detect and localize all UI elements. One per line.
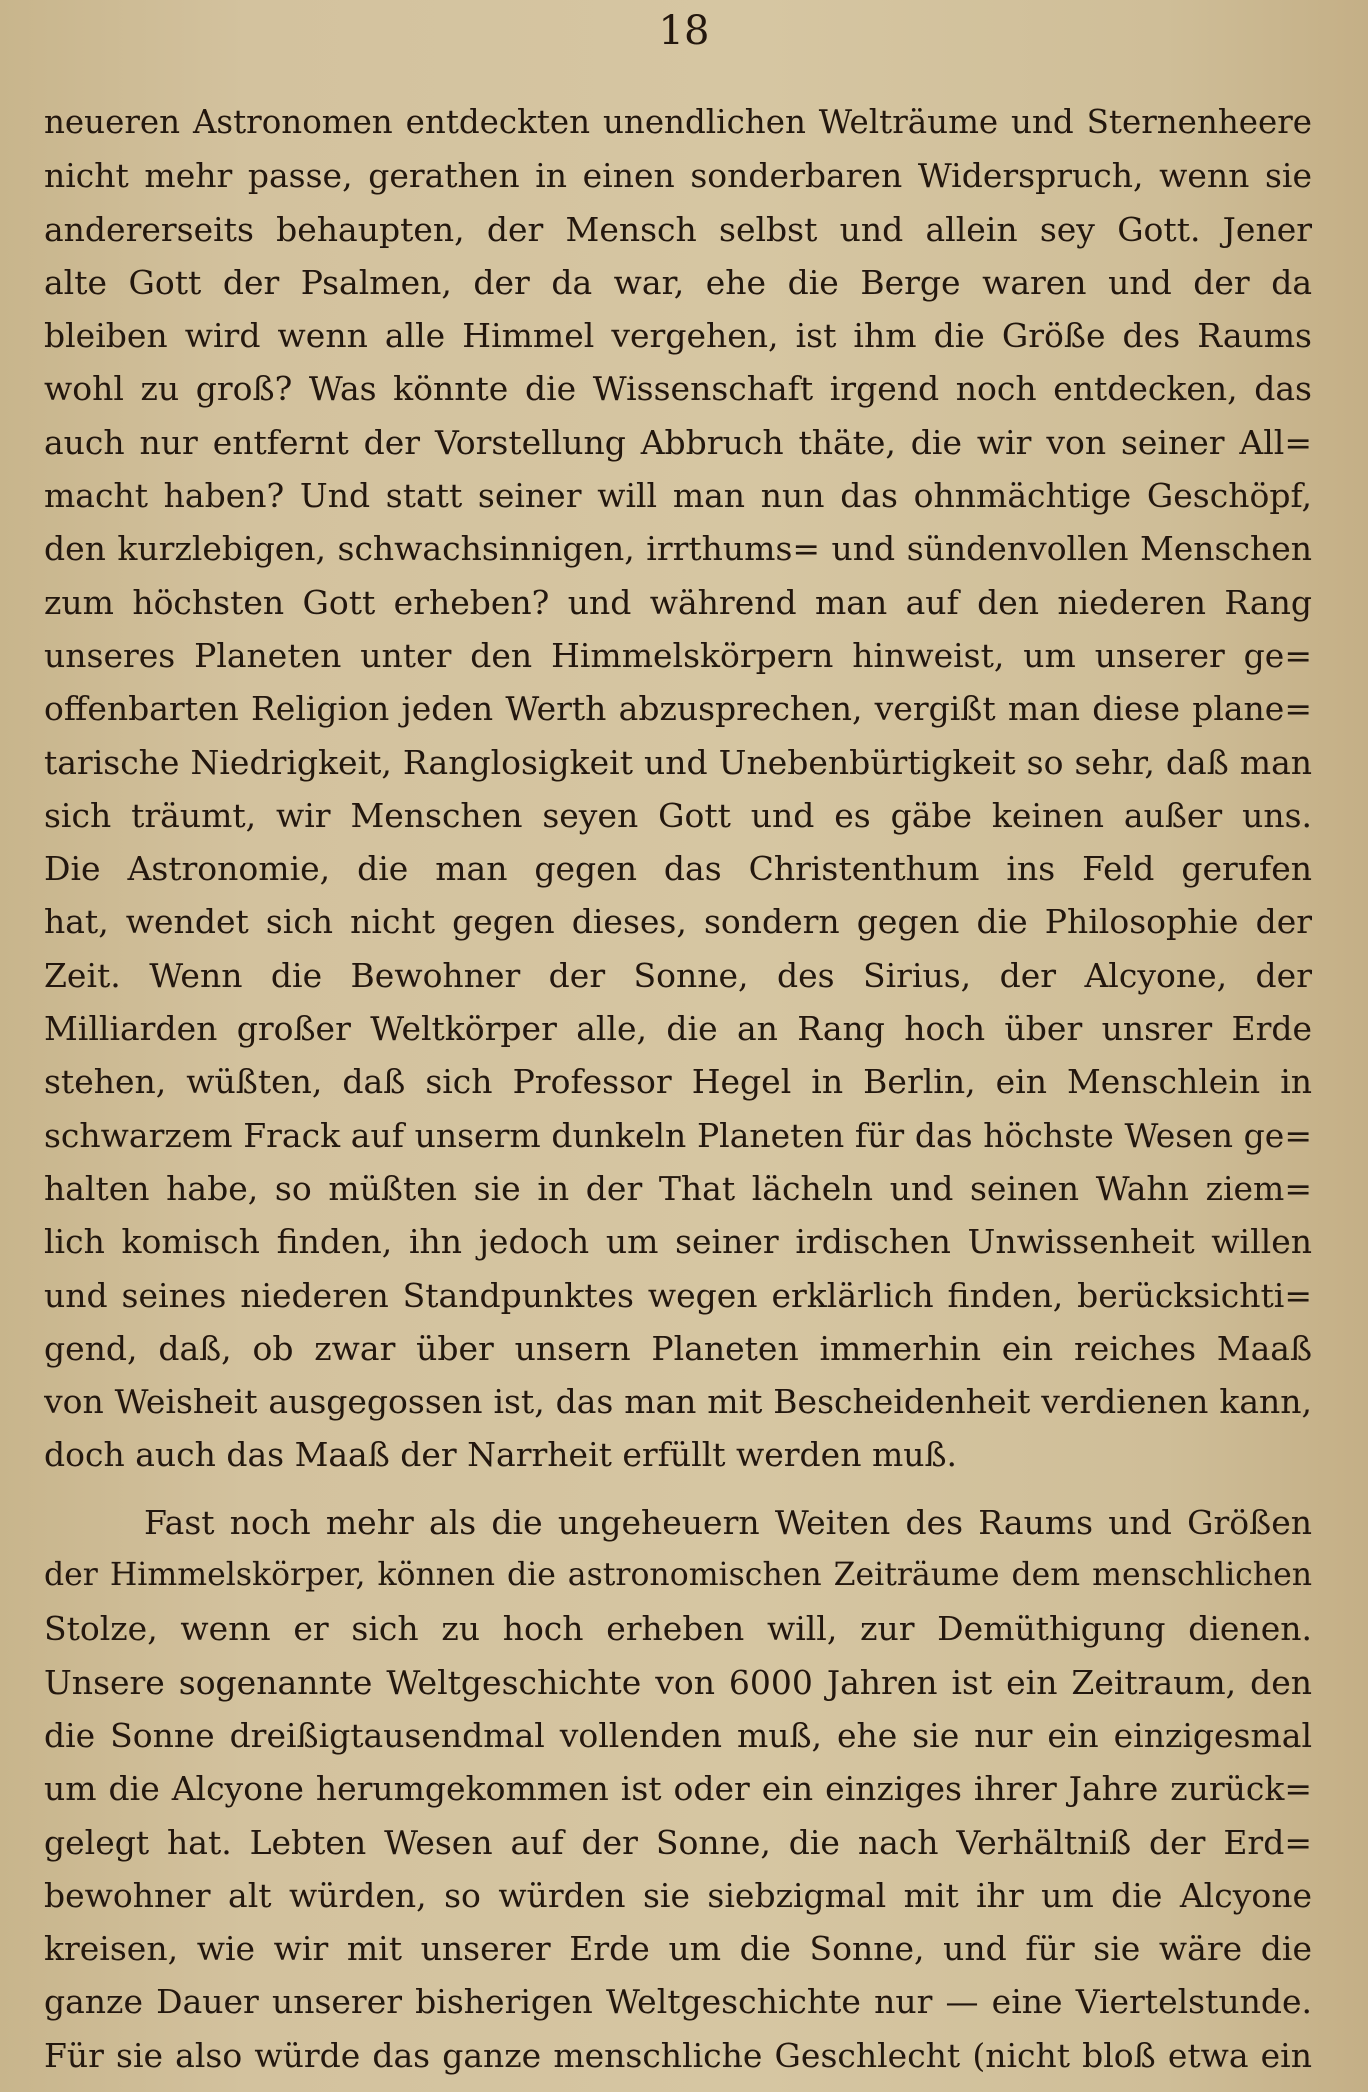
page-number: 18 xyxy=(658,8,710,54)
text-line: macht haben? Und statt seiner will man nun das ohnmächtige Geschöpf, xyxy=(44,476,1312,516)
paragraph xyxy=(44,1496,1312,2082)
text-line: schwarzem Frack auf unserm dunkeln Planeten für das höchste Wesen ge= xyxy=(44,1115,1312,1155)
text-line: auch nur entfernt der Vorstellung Abbruch thäte, die wir von seiner All= xyxy=(44,422,1312,462)
paragraph xyxy=(44,96,1312,1482)
text-line: Stolze, wenn er sich zu hoch erheben will, zur Demüthigung dienen. xyxy=(44,1609,1312,1649)
text-line: unseres Planeten unter den Himmelskörpern hinweist, um unserer ge= xyxy=(44,635,1312,675)
text-line: Fast noch mehr als die ungeheuern Weiten des Raums und Größen xyxy=(144,1502,1312,1542)
text-line: hat, wendet sich nicht gegen dieses, sondern gegen die Philosophie der xyxy=(44,902,1312,942)
text-line: der Himmelskörper, können die astronomischen Zeiträume dem menschlichen xyxy=(44,1557,1312,1594)
body-text xyxy=(44,96,1312,2082)
text-line: Unsere sogenannte Weltgeschichte von 6000 Jahren ist ein Zeitraum, den xyxy=(44,1662,1312,1702)
paragraph-gap xyxy=(44,1482,1312,1496)
text-line: gend, daß, ob zwar über unsern Planeten immerhin ein reiches Maaß xyxy=(44,1328,1312,1368)
text-line: stehen, wüßten, daß sich Professor Hegel in Berlin, ein Menschlein in xyxy=(44,1062,1312,1102)
text-line: Die Astronomie, die man gegen das Christenthum ins Feld gerufen xyxy=(44,849,1312,889)
text-line: von Weisheit ausgegossen ist, das man mit Bescheidenheit verdienen kann, xyxy=(44,1382,1312,1422)
text-line: gelegt hat. Lebten Wesen auf der Sonne, die nach Verhältniß der Erd= xyxy=(44,1822,1312,1862)
text-line: tarische Niedrigkeit, Ranglosigkeit und Unebenbürtigkeit so sehr, daß man xyxy=(44,742,1312,782)
text-line: die Sonne dreißigtausendmal vollenden muß, ehe sie nur ein einzigesmal xyxy=(44,1715,1312,1755)
text-line: halten habe, so müßten sie in der That lächeln und seinen Wahn ziem= xyxy=(44,1168,1312,1208)
text-line: bewohner alt würden, so würden sie siebzigmal mit ihr um die Alcyone xyxy=(44,1875,1312,1915)
text-line: lich komisch finden, ihn jedoch um seiner irdischen Unwissenheit willen xyxy=(44,1222,1312,1262)
text-line: wohl zu groß? Was könnte die Wissenschaft irgend noch entdecken, das xyxy=(44,369,1312,409)
text-line: nicht mehr passe, gerathen in einen sonderbaren Widerspruch, wenn sie xyxy=(44,156,1312,196)
text-line: den kurzlebigen, schwachsinnigen, irrthums= und sündenvollen Menschen xyxy=(44,529,1312,569)
text-line: zum höchsten Gott erheben? und während man auf den niederen Rang xyxy=(44,582,1312,622)
text-line: doch auch das Maaß der Narrheit erfüllt werden muß. xyxy=(44,1435,958,1475)
text-line: Für sie also würde das ganze menschliche Geschlecht (nicht bloß etwa ein xyxy=(44,2035,1312,2075)
text-line: Milliarden großer Weltkörper alle, die an Rang hoch über unsrer Erde xyxy=(44,1009,1312,1049)
text-line: andererseits behaupten, der Mensch selbst und allein sey Gott. Jener xyxy=(44,209,1312,249)
text-line: kreisen, wie wir mit unserer Erde um die Sonne, und für sie wäre die xyxy=(44,1929,1312,1969)
text-line: bleiben wird wenn alle Himmel vergehen, ist ihm die Größe des Raums xyxy=(44,316,1312,356)
text-line: und seines niederen Standpunktes wegen erklärlich finden, berücksichti= xyxy=(44,1275,1312,1315)
text-line: ganze Dauer unserer bisherigen Weltgeschichte nur — eine Viertelstunde. xyxy=(44,1982,1312,2022)
text-line: Zeit. Wenn die Bewohner der Sonne, des Sirius, der Alcyone, der xyxy=(44,955,1312,995)
text-line: sich träumt, wir Menschen seyen Gott und es gäbe keinen außer uns. xyxy=(44,795,1312,835)
text-line: um die Alcyone herumgekommen ist oder ein einziges ihrer Jahre zurück= xyxy=(44,1769,1312,1809)
text-line: neueren Astronomen entdeckten unendlichen Welträume und Sternenheere xyxy=(44,103,1312,141)
text-line: alte Gott der Psalmen, der da war, ehe die Berge waren und der da xyxy=(44,262,1312,302)
text-line: offenbarten Religion jeden Werth abzusprechen, vergißt man diese plane= xyxy=(44,689,1312,729)
